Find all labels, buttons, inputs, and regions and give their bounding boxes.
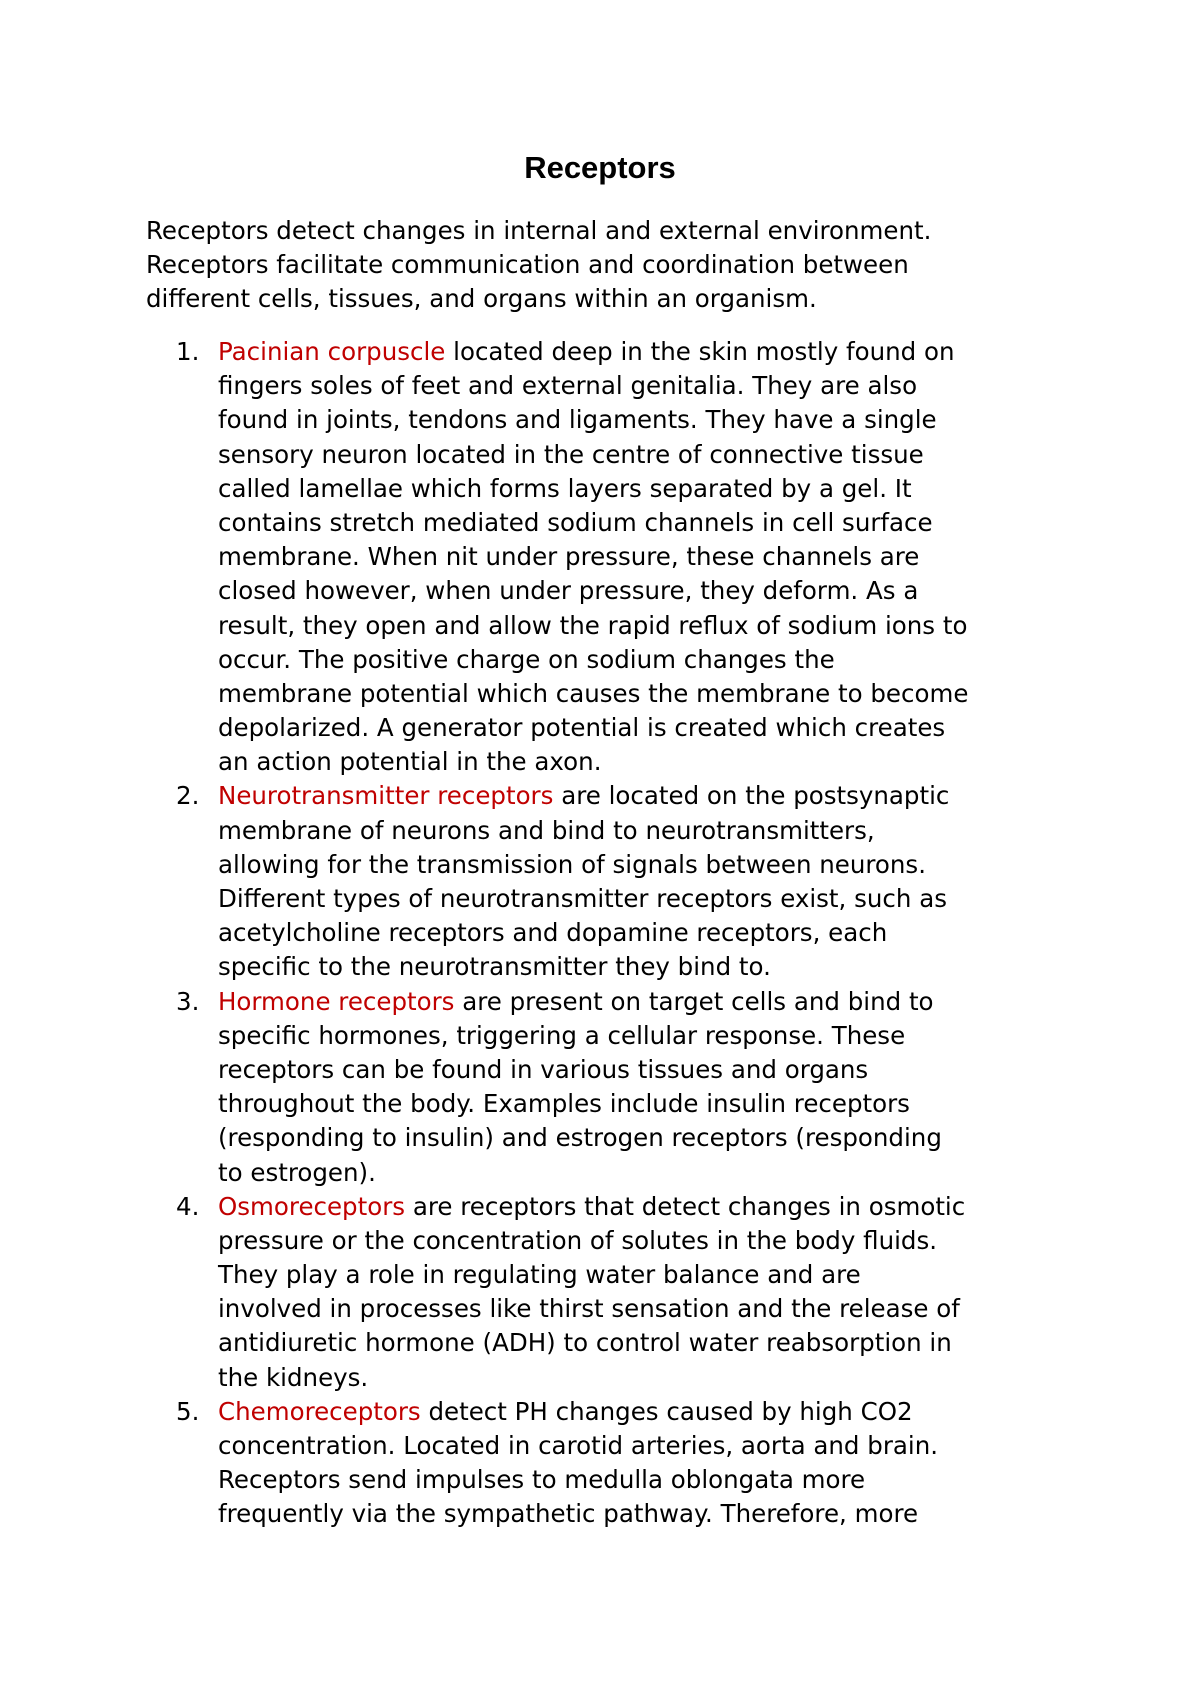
list-item-line: found in joints, tendons and ligaments. They have a single <box>218 405 937 435</box>
receptor-term: Osmoreceptors <box>218 1191 406 1221</box>
receptor-term: Hormone receptors <box>218 986 455 1016</box>
list-item-line: contains stretch mediated sodium channels in cell surface <box>218 507 933 537</box>
list-item-number: 5. <box>176 1396 200 1426</box>
list-item-line: involved in processes like thirst sensation and the release of <box>218 1294 960 1324</box>
list-item-line: an action potential in the axon. <box>218 747 602 777</box>
list-item-line <box>218 1395 1076 1429</box>
list-item-line: Receptors send impulses to medulla oblongata more <box>218 1465 866 1495</box>
intro-line: different cells, tissues, and organs within an organism. <box>146 284 817 313</box>
list-item-line: to estrogen). <box>218 1157 376 1187</box>
list-item-line: frequently via the sympathetic pathway. Therefore, more <box>218 1499 919 1529</box>
list-item-number: 4. <box>176 1191 200 1221</box>
list-item-line: closed however, when under pressure, they deform. As a <box>218 576 919 606</box>
list-item-line <box>218 779 1076 813</box>
list-item-number: 2. <box>176 781 200 811</box>
list-item <box>146 779 1076 984</box>
list-item-text <box>218 1395 1076 1532</box>
list-item-line: result, they open and allow the rapid reflux of sodium ions to <box>218 610 968 640</box>
list-item <box>146 985 1076 1190</box>
list-item-line: (responding to insulin) and estrogen receptors (responding <box>218 1123 942 1153</box>
list-item-line: Different types of neurotransmitter receptors exist, such as <box>218 884 947 913</box>
list-item-line <box>218 985 1076 1019</box>
list-item <box>146 1190 1076 1395</box>
list-item-line: allowing for the transmission of signals between neurons. <box>218 849 926 879</box>
intro-line: Receptors detect changes in internal and external environment. <box>146 216 932 245</box>
list-item <box>146 335 1076 779</box>
list-item-line: membrane potential which causes the membrane to become <box>218 678 969 708</box>
list-item-line: membrane of neurons and bind to neurotransmitters, <box>218 815 875 845</box>
list-item-line: specific hormones, triggering a cellular response. These <box>218 1020 906 1050</box>
intro-paragraph <box>146 214 1066 316</box>
list-item-line: antidiuretic hormone (ADH) to control water reabsorption in <box>218 1328 952 1358</box>
list-item-line: fingers soles of feet and external genitalia. They are also <box>218 371 918 401</box>
list-item-line: sensory neuron located in the centre of connective tissue <box>218 439 924 469</box>
list-item-line: throughout the body. Examples include insulin receptors <box>218 1089 910 1119</box>
receptor-term: Pacinian corpuscle <box>218 337 446 366</box>
list-item-text <box>218 335 1076 779</box>
list-item-line: receptors can be found in various tissues and organs <box>218 1054 869 1084</box>
list-item-number: 3. <box>176 986 200 1016</box>
list-item-line: called lamellae which forms layers separated by a gel. It <box>218 473 912 503</box>
list-item-line-rest: located deep in the skin mostly found on <box>445 337 955 366</box>
receptor-list <box>146 335 1076 1532</box>
list-item-text <box>218 985 1076 1190</box>
receptor-term: Chemoreceptors <box>218 1396 421 1426</box>
receptor-term: Neurotransmitter receptors <box>218 781 554 811</box>
list-item-line: occur. The positive charge on sodium changes the <box>218 644 835 674</box>
list-item-line: specific to the neurotransmitter they bind to. <box>218 952 771 982</box>
list-item <box>146 1395 1076 1532</box>
list-item-number: 1. <box>176 337 200 366</box>
list-item-line-rest: detect PH changes caused by high CO2 <box>420 1396 913 1426</box>
list-item-line-rest: are receptors that detect changes in osmotic <box>405 1191 966 1221</box>
list-item-line <box>218 335 1076 369</box>
list-item-line: acetylcholine receptors and dopamine receptors, each <box>218 918 888 948</box>
list-item-line: depolarized. A generator potential is created which creates <box>218 713 946 743</box>
list-item-line: concentration. Located in carotid arteries, aorta and brain. <box>218 1431 939 1460</box>
intro-line: Receptors facilitate communication and coordination between <box>146 250 909 279</box>
list-item-line <box>218 1190 1076 1224</box>
list-item-line-rest: are present on target cells and bind to <box>454 986 934 1016</box>
list-item-line: They play a role in regulating water balance and are <box>218 1260 861 1290</box>
list-item-text <box>218 779 1076 984</box>
list-item-line-rest: are located on the postsynaptic <box>553 781 950 811</box>
list-item-text <box>218 1190 1076 1395</box>
list-item-line: the kidneys. <box>218 1362 369 1392</box>
page-title: Receptors <box>524 150 676 185</box>
list-item-line: pressure or the concentration of solutes in the body fluids. <box>218 1225 938 1255</box>
list-item-line: membrane. When nit under pressure, these channels are <box>218 542 920 572</box>
